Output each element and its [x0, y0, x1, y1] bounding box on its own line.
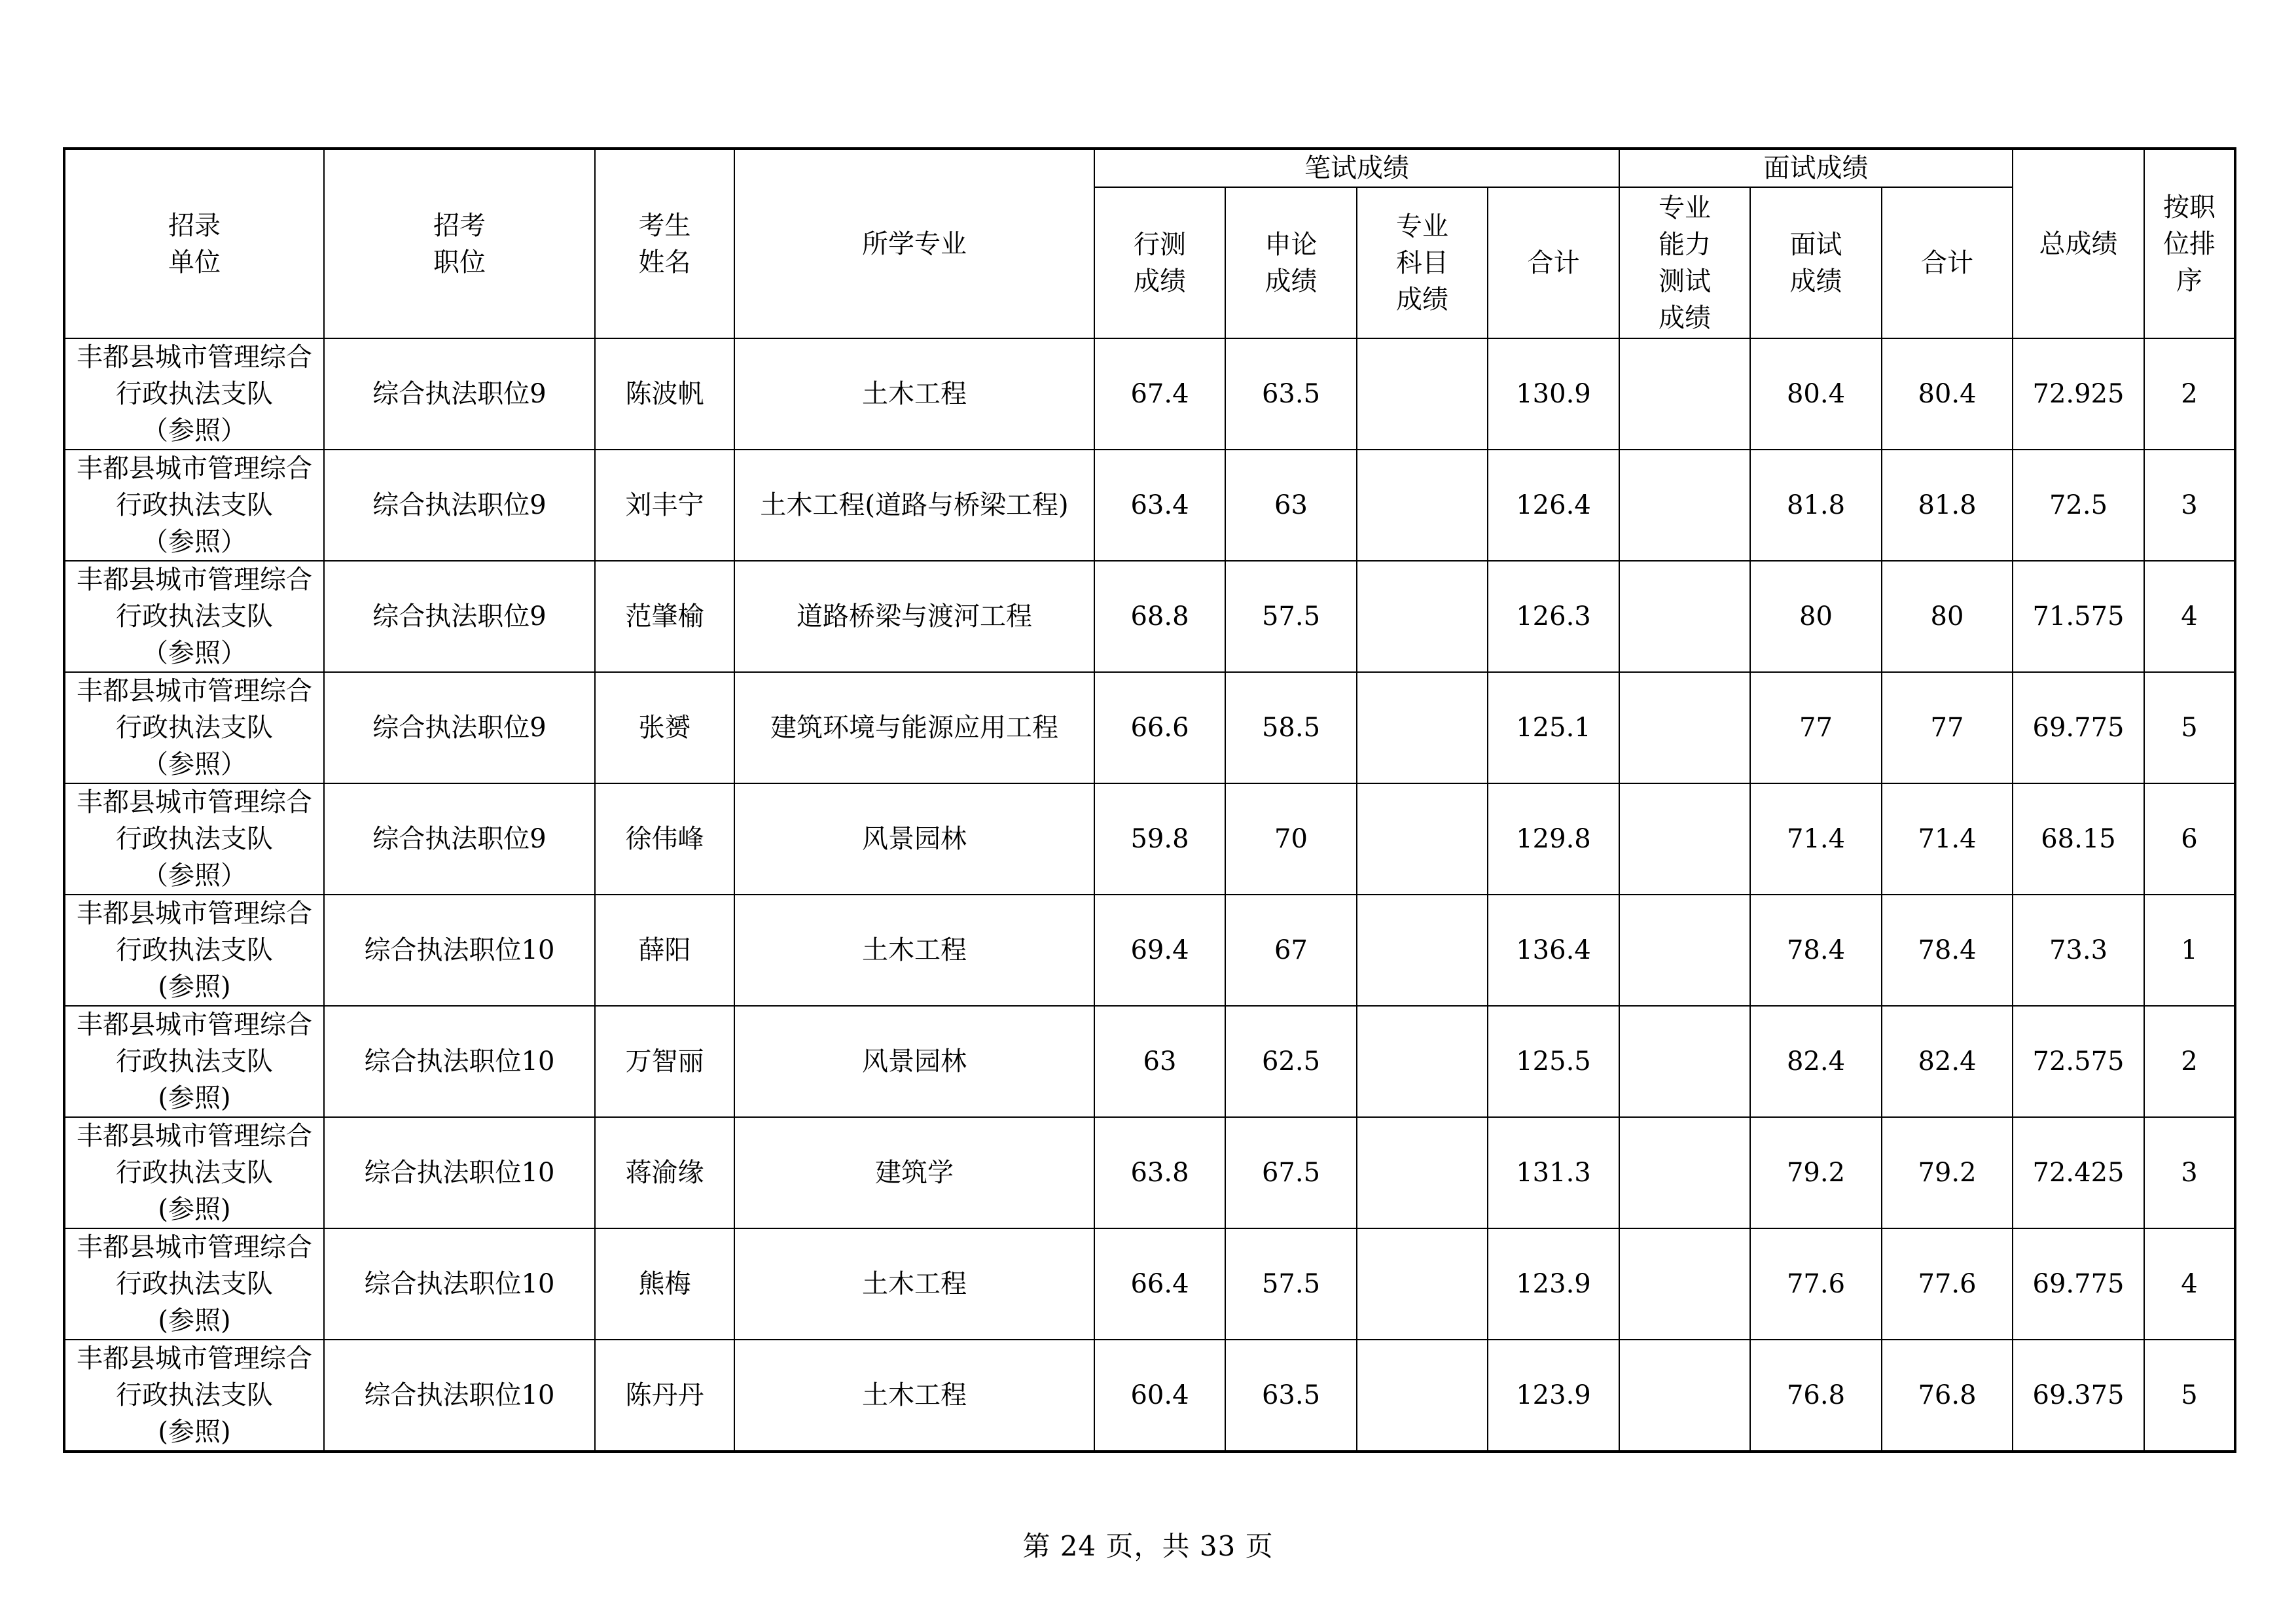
- shenlun-cell: 63.5: [1225, 338, 1357, 450]
- unit-cell: 丰都县城市管理综合行政执法支队 （参照）: [64, 450, 324, 561]
- header-ability-test: 专业 能力 测试 成绩: [1619, 187, 1750, 338]
- table-row: [64, 1006, 2235, 1117]
- interview-total-cell: 78.4: [1882, 895, 2013, 1006]
- ability-cell: [1619, 1228, 1750, 1340]
- zhuanye-cell: [1357, 1117, 1488, 1228]
- interview-total-cell: 80: [1882, 561, 2013, 672]
- name-cell: 熊梅: [595, 1228, 734, 1340]
- page-number-footer: 第 24 页，共 33 页: [1022, 1530, 1274, 1562]
- rank-cell: 4: [2144, 561, 2235, 672]
- header-interview-group: 面试成绩: [1619, 149, 2013, 187]
- zhuanye-cell: [1357, 672, 1488, 783]
- header-unit: 招录 单位: [64, 149, 324, 338]
- unit-cell: 丰都县城市管理综合行政执法支队 (参照): [64, 1117, 324, 1228]
- zhuanye-cell: [1357, 561, 1488, 672]
- major-cell: 土木工程: [734, 338, 1094, 450]
- total-cell: 73.3: [2013, 895, 2144, 1006]
- name-cell: 薛阳: [595, 895, 734, 1006]
- name-cell: 万智丽: [595, 1006, 734, 1117]
- shenlun-cell: 58.5: [1225, 672, 1357, 783]
- major-cell: 土木工程: [734, 1228, 1094, 1340]
- score-table: [63, 147, 2236, 1453]
- xingce-cell: 59.8: [1094, 783, 1225, 895]
- total-cell: 71.575: [2013, 561, 2144, 672]
- ability-cell: [1619, 1340, 1750, 1452]
- position-cell: 综合执法职位10: [324, 1340, 595, 1452]
- ability-cell: [1619, 1117, 1750, 1228]
- header-written-group: 笔试成绩: [1094, 149, 1619, 187]
- unit-cell: 丰都县城市管理综合行政执法支队 (参照): [64, 1340, 324, 1452]
- zhuanye-cell: [1357, 783, 1488, 895]
- unit-cell: 丰都县城市管理综合行政执法支队 （参照）: [64, 783, 324, 895]
- position-cell: 综合执法职位9: [324, 672, 595, 783]
- table-row: [64, 1117, 2235, 1228]
- name-cell: 陈丹丹: [595, 1340, 734, 1452]
- shenlun-cell: 62.5: [1225, 1006, 1357, 1117]
- total-cell: 69.775: [2013, 672, 2144, 783]
- unit-cell: 丰都县城市管理综合行政执法支队 （参照）: [64, 561, 324, 672]
- shenlun-cell: 57.5: [1225, 561, 1357, 672]
- name-cell: 徐伟峰: [595, 783, 734, 895]
- zhuanye-cell: [1357, 895, 1488, 1006]
- position-cell: 综合执法职位10: [324, 1006, 595, 1117]
- rank-cell: 3: [2144, 1117, 2235, 1228]
- header-major: 所学专业: [734, 149, 1094, 338]
- zhuanye-cell: [1357, 1006, 1488, 1117]
- table-row: [64, 450, 2235, 561]
- interview-total-cell: 81.8: [1882, 450, 2013, 561]
- total-cell: 69.375: [2013, 1340, 2144, 1452]
- table-row: [64, 338, 2235, 450]
- table-row: [64, 1228, 2235, 1340]
- interview-cell: 80.4: [1750, 338, 1882, 450]
- position-cell: 综合执法职位9: [324, 450, 595, 561]
- position-cell: 综合执法职位9: [324, 783, 595, 895]
- zhuanye-cell: [1357, 338, 1488, 450]
- interview-total-cell: 77.6: [1882, 1228, 2013, 1340]
- name-cell: 陈波帆: [595, 338, 734, 450]
- written-total-cell: 131.3: [1488, 1117, 1619, 1228]
- interview-total-cell: 79.2: [1882, 1117, 2013, 1228]
- interview-cell: 78.4: [1750, 895, 1882, 1006]
- rank-cell: 3: [2144, 450, 2235, 561]
- shenlun-cell: 63.5: [1225, 1340, 1357, 1452]
- name-cell: 刘丰宁: [595, 450, 734, 561]
- header-rank: 按职 位排 序: [2144, 149, 2235, 338]
- interview-total-cell: 71.4: [1882, 783, 2013, 895]
- header-interview-score: 面试 成绩: [1750, 187, 1882, 338]
- name-cell: 张赟: [595, 672, 734, 783]
- name-cell: 范肇榆: [595, 561, 734, 672]
- rank-cell: 1: [2144, 895, 2235, 1006]
- table-row: [64, 561, 2235, 672]
- ability-cell: [1619, 895, 1750, 1006]
- interview-total-cell: 80.4: [1882, 338, 2013, 450]
- total-cell: 72.575: [2013, 1006, 2144, 1117]
- position-cell: 综合执法职位10: [324, 1117, 595, 1228]
- interview-cell: 81.8: [1750, 450, 1882, 561]
- ability-cell: [1619, 783, 1750, 895]
- rank-cell: 5: [2144, 672, 2235, 783]
- written-total-cell: 123.9: [1488, 1340, 1619, 1452]
- written-total-cell: 129.8: [1488, 783, 1619, 895]
- shenlun-cell: 67.5: [1225, 1117, 1357, 1228]
- xingce-cell: 60.4: [1094, 1340, 1225, 1452]
- interview-cell: 76.8: [1750, 1340, 1882, 1452]
- interview-total-cell: 82.4: [1882, 1006, 2013, 1117]
- total-cell: 72.5: [2013, 450, 2144, 561]
- shenlun-cell: 67: [1225, 895, 1357, 1006]
- major-cell: 道路桥梁与渡河工程: [734, 561, 1094, 672]
- header-zhuanye-kemu: 专业 科目 成绩: [1357, 187, 1488, 338]
- rank-cell: 6: [2144, 783, 2235, 895]
- rank-cell: 2: [2144, 1006, 2235, 1117]
- header-total: 总成绩: [2013, 149, 2144, 338]
- header-xingce: 行测 成绩: [1094, 187, 1225, 338]
- major-cell: 风景园林: [734, 783, 1094, 895]
- written-total-cell: 125.1: [1488, 672, 1619, 783]
- interview-cell: 71.4: [1750, 783, 1882, 895]
- xingce-cell: 68.8: [1094, 561, 1225, 672]
- ability-cell: [1619, 338, 1750, 450]
- written-total-cell: 125.5: [1488, 1006, 1619, 1117]
- position-cell: 综合执法职位10: [324, 895, 595, 1006]
- written-total-cell: 136.4: [1488, 895, 1619, 1006]
- table-row: [64, 783, 2235, 895]
- header-shenlun: 申论 成绩: [1225, 187, 1357, 338]
- shenlun-cell: 57.5: [1225, 1228, 1357, 1340]
- xingce-cell: 66.4: [1094, 1228, 1225, 1340]
- zhuanye-cell: [1357, 1340, 1488, 1452]
- written-total-cell: 126.4: [1488, 450, 1619, 561]
- xingce-cell: 66.6: [1094, 672, 1225, 783]
- xingce-cell: 63.8: [1094, 1117, 1225, 1228]
- interview-total-cell: 77: [1882, 672, 2013, 783]
- rank-cell: 2: [2144, 338, 2235, 450]
- table-row: [64, 1340, 2235, 1452]
- written-total-cell: 130.9: [1488, 338, 1619, 450]
- interview-cell: 82.4: [1750, 1006, 1882, 1117]
- total-cell: 68.15: [2013, 783, 2144, 895]
- unit-cell: 丰都县城市管理综合行政执法支队 (参照): [64, 1228, 324, 1340]
- table-row: [64, 895, 2235, 1006]
- rank-cell: 5: [2144, 1340, 2235, 1452]
- zhuanye-cell: [1357, 450, 1488, 561]
- xingce-cell: 63: [1094, 1006, 1225, 1117]
- name-cell: 蒋渝缘: [595, 1117, 734, 1228]
- xingce-cell: 63.4: [1094, 450, 1225, 561]
- position-cell: 综合执法职位9: [324, 338, 595, 450]
- interview-cell: 79.2: [1750, 1117, 1882, 1228]
- major-cell: 土木工程: [734, 895, 1094, 1006]
- major-cell: 土木工程(道路与桥梁工程): [734, 450, 1094, 561]
- interview-cell: 80: [1750, 561, 1882, 672]
- interview-cell: 77: [1750, 672, 1882, 783]
- header-written-total: 合计: [1488, 187, 1619, 338]
- ability-cell: [1619, 1006, 1750, 1117]
- shenlun-cell: 70: [1225, 783, 1357, 895]
- major-cell: 建筑环境与能源应用工程: [734, 672, 1094, 783]
- written-total-cell: 126.3: [1488, 561, 1619, 672]
- unit-cell: 丰都县城市管理综合行政执法支队 (参照): [64, 1006, 324, 1117]
- major-cell: 风景园林: [734, 1006, 1094, 1117]
- unit-cell: 丰都县城市管理综合行政执法支队 （参照）: [64, 338, 324, 450]
- ability-cell: [1619, 561, 1750, 672]
- position-cell: 综合执法职位9: [324, 561, 595, 672]
- total-cell: 69.775: [2013, 1228, 2144, 1340]
- unit-cell: 丰都县城市管理综合行政执法支队 (参照): [64, 895, 324, 1006]
- header-row-1: [64, 149, 2235, 187]
- written-total-cell: 123.9: [1488, 1228, 1619, 1340]
- xingce-cell: 69.4: [1094, 895, 1225, 1006]
- header-interview-total: 合计: [1882, 187, 2013, 338]
- major-cell: 建筑学: [734, 1117, 1094, 1228]
- rank-cell: 4: [2144, 1228, 2235, 1340]
- xingce-cell: 67.4: [1094, 338, 1225, 450]
- total-cell: 72.925: [2013, 338, 2144, 450]
- table-row: [64, 672, 2235, 783]
- shenlun-cell: 63: [1225, 450, 1357, 561]
- header-position: 招考 职位: [324, 149, 595, 338]
- interview-cell: 77.6: [1750, 1228, 1882, 1340]
- ability-cell: [1619, 450, 1750, 561]
- zhuanye-cell: [1357, 1228, 1488, 1340]
- header-name: 考生 姓名: [595, 149, 734, 338]
- ability-cell: [1619, 672, 1750, 783]
- total-cell: 72.425: [2013, 1117, 2144, 1228]
- position-cell: 综合执法职位10: [324, 1228, 595, 1340]
- unit-cell: 丰都县城市管理综合行政执法支队 （参照）: [64, 672, 324, 783]
- major-cell: 土木工程: [734, 1340, 1094, 1452]
- interview-total-cell: 76.8: [1882, 1340, 2013, 1452]
